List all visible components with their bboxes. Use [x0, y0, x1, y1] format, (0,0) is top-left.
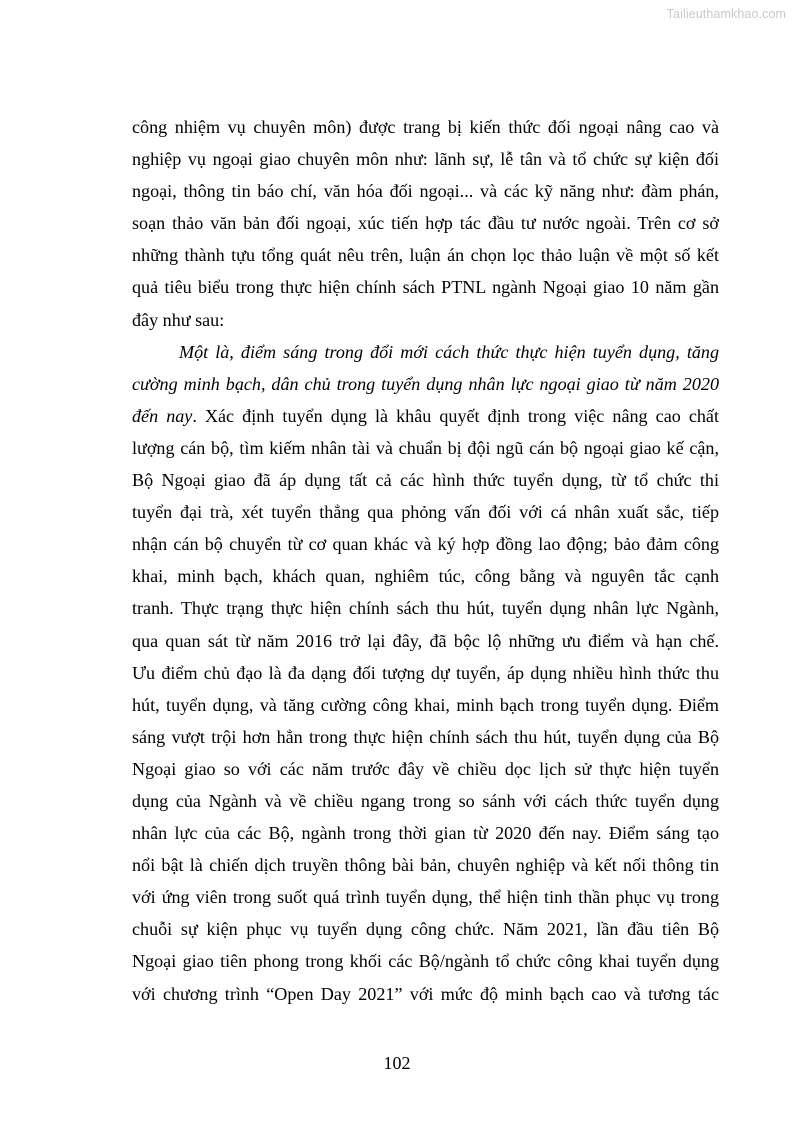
italic-heading-end: đến nay [132, 405, 193, 426]
italic-heading-line: cường minh bạch, dân chủ trong tuyển dụng nhân lực ngoại giao từ năm 2020 [132, 373, 719, 394]
text-span: . Xác định tuyển dụng là khâu quyết định trong việc nâng cao chất [192, 405, 719, 426]
text-line: nghiệp vụ ngoại giao chuyên môn như: lãnh sự, lễ tân và tổ chức sự kiện đối [132, 149, 719, 170]
text-line: tranh. Thực trạng thực hiện chính sách thu hút, tuyển dụng nhân lực Ngành, [132, 598, 719, 619]
text-line: Ngoại giao tiên phong trong khối các Bộ/ngành tổ chức công khai tuyển dụng [132, 951, 719, 972]
document-body [132, 111, 719, 1010]
text-line: lượng cán bộ, tìm kiếm nhân tài và chuẩn bị đội ngũ cán bộ ngoại giao kế cận, [132, 437, 719, 458]
text-line: những thành tựu tổng quát nêu trên, luận án chọn lọc thảo luận về một số kết [132, 245, 719, 266]
text-line: sáng vượt trội hơn hẳn trong thực hiện chính sách thu hút, tuyển dụng của Bộ [132, 726, 719, 747]
text-line: với chương trình “Open Day 2021” với mức độ minh bạch cao và tương tác [132, 983, 719, 1004]
text-line: qua quan sát từ năm 2016 trở lại đây, đã bộc lộ những ưu điểm và hạn chế. [132, 630, 719, 651]
text-line: nổi bật là chiến dịch truyền thông bài bản, chuyên nghiệp và kết nối thông tin [132, 855, 719, 876]
text-line: với ứng viên trong suốt quá trình tuyển dụng, thể hiện tinh thần phục vụ trong [132, 887, 719, 908]
paragraph-mot-la [132, 336, 719, 1010]
watermark-text: Tailieuthamkhao.com [666, 7, 786, 21]
text-line: hút, tuyển dụng, và tăng cường công khai, minh bạch trong tuyển dụng. Điểm [132, 694, 719, 715]
italic-heading-line: Một là, điểm sáng trong đổi mới cách thức thực hiện tuyển dụng, tăng [179, 341, 719, 362]
text-line: quả tiêu biểu trong thực hiện chính sách PTNL ngành Ngoại giao 10 năm gần [132, 277, 719, 298]
text-line [132, 400, 719, 432]
text-line: đây như sau: [132, 309, 225, 330]
paragraph-intro-continuation [132, 111, 719, 336]
text-line: chuỗi sự kiện phục vụ tuyển dụng công chức. Năm 2021, lần đầu tiên Bộ [132, 919, 719, 940]
text-line: ngoại, thông tin báo chí, văn hóa đối ngoại... và các kỹ năng như: đàm phán, [132, 181, 719, 202]
page-number: 102 [383, 1053, 411, 1073]
text-line: dụng của Ngành và về chiều ngang trong so sánh với cách thức tuyển dụng [132, 790, 719, 811]
text-line: Bộ Ngoại giao đã áp dụng tất cả các hình thức tuyển dụng, từ tổ chức thi [132, 470, 719, 491]
text-line: nhận cán bộ chuyển từ cơ quan khác và ký hợp đồng lao động; bảo đảm công [132, 534, 719, 555]
text-line: khai, minh bạch, khách quan, nghiêm túc, công bằng và nguyên tắc cạnh [132, 566, 719, 587]
text-line: nhân lực của các Bộ, ngành trong thời gian từ 2020 đến nay. Điểm sáng tạo [132, 823, 719, 844]
text-line: Ưu điểm chủ đạo là đa dạng đối tượng dự tuyển, áp dụng nhiều hình thức thu [132, 662, 719, 683]
text-line: soạn thảo văn bản đối ngoại, xúc tiến hợp tác đầu tư nước ngoài. Trên cơ sở [132, 213, 719, 234]
text-line: công nhiệm vụ chuyên môn) được trang bị kiến thức đối ngoại nâng cao và [132, 117, 719, 137]
text-line: Ngoại giao so với các năm trước đây về chiều dọc lịch sử thực hiện tuyển [132, 758, 719, 779]
text-line: tuyển đại trà, xét tuyển thẳng qua phỏng vấn đối với cá nhân xuất sắc, tiếp [132, 502, 719, 523]
